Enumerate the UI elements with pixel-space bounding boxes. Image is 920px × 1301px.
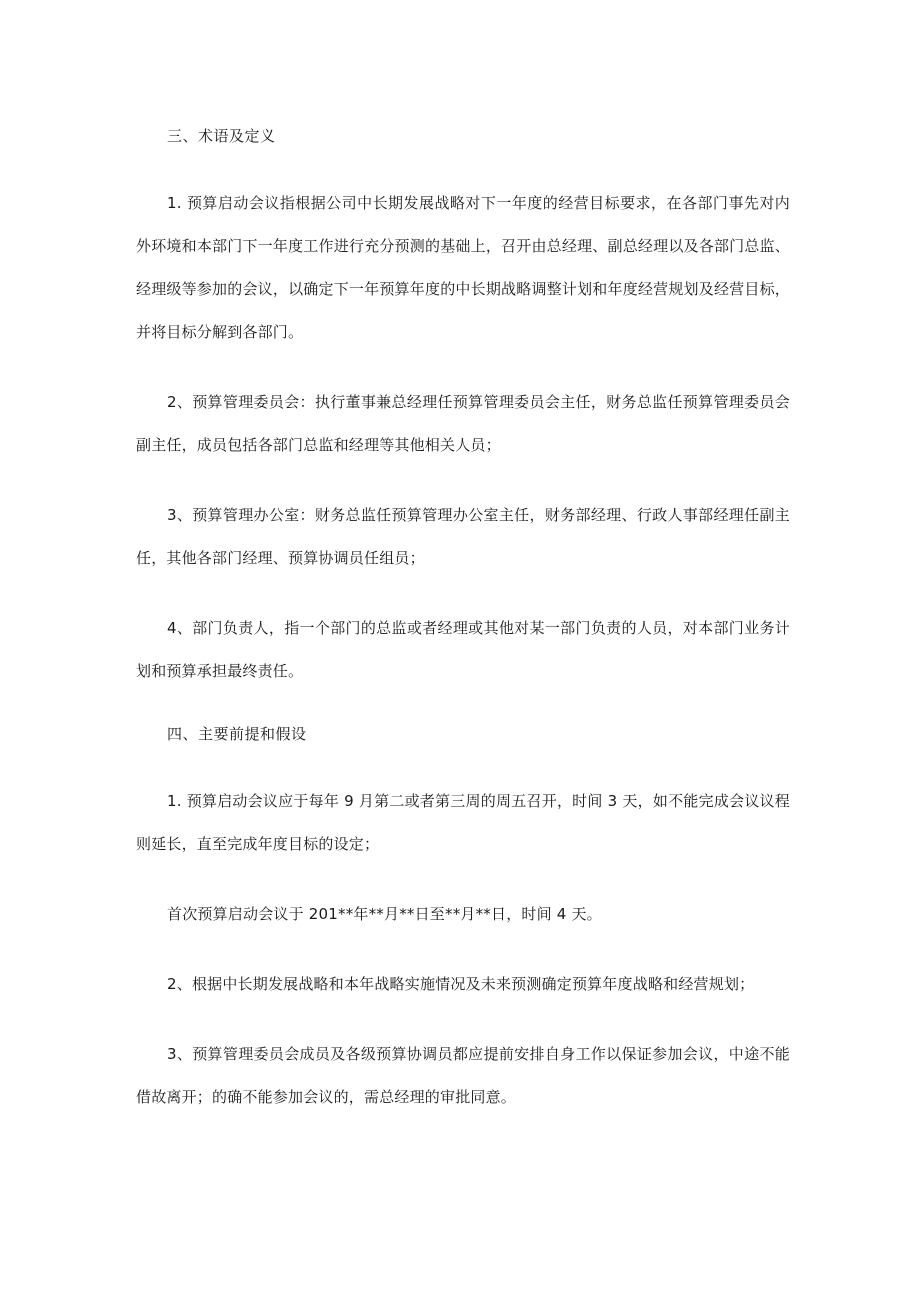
paragraph-term-1: 1. 预算启动会议指根据公司中长期发展战略对下一年度的经营目标要求，在各部门事先对内外环境和本部门下一年度工作进行充分预测的基础上，召开由总经理、副总经理以及各部门总监、经理级等参加的会议，以确定下一年预算年度的中长期战略调整计划和年度经营规划及经营目标，并将目标分解到各部门。 — [136, 194, 790, 341]
paragraph-assumption-2: 2、根据中长期发展战略和本年战略实施情况及未来预测确定预算年度战略和经营规划； — [167, 975, 755, 993]
paragraph-assumption-1: 1. 预算启动会议应于每年 9 月第二或者第三周的周五召开，时间 3 天，如不能完成会议议程则延长，直至完成年度目标的设定； — [136, 792, 790, 853]
paragraph-assumption-first-meeting: 首次预算启动会议于 201**年**月**日至**月**日，时间 4 天。 — [167, 905, 602, 923]
paragraph-term-3: 3、预算管理办公室：财务总监任预算管理办公室主任，财务部经理、行政人事部经理任副主任，其他各部门经理、预算协调员任组员； — [136, 506, 790, 567]
section-heading-terms: 三、术语及定义 — [167, 127, 276, 145]
paragraph-term-4: 4、部门负责人，指一个部门的总监或者经理或其他对某一部门负责的人员，对本部门业务计划和预算承担最终责任。 — [136, 619, 790, 680]
section-heading-assumptions: 四、主要前提和假设 — [167, 725, 307, 743]
document-body — [136, 122, 790, 1146]
paragraph-term-2: 2、预算管理委员会：执行董事兼总经理任预算管理委员会主任，财务总监任预算管理委员会副主任，成员包括各部门总监和经理等其他相关人员； — [136, 393, 790, 454]
paragraph-assumption-3: 3、预算管理委员会成员及各级预算协调员都应提前安排自身工作以保证参加会议，中途不能借故离开；的确不能参加会议的，需总经理的审批同意。 — [136, 1045, 790, 1106]
